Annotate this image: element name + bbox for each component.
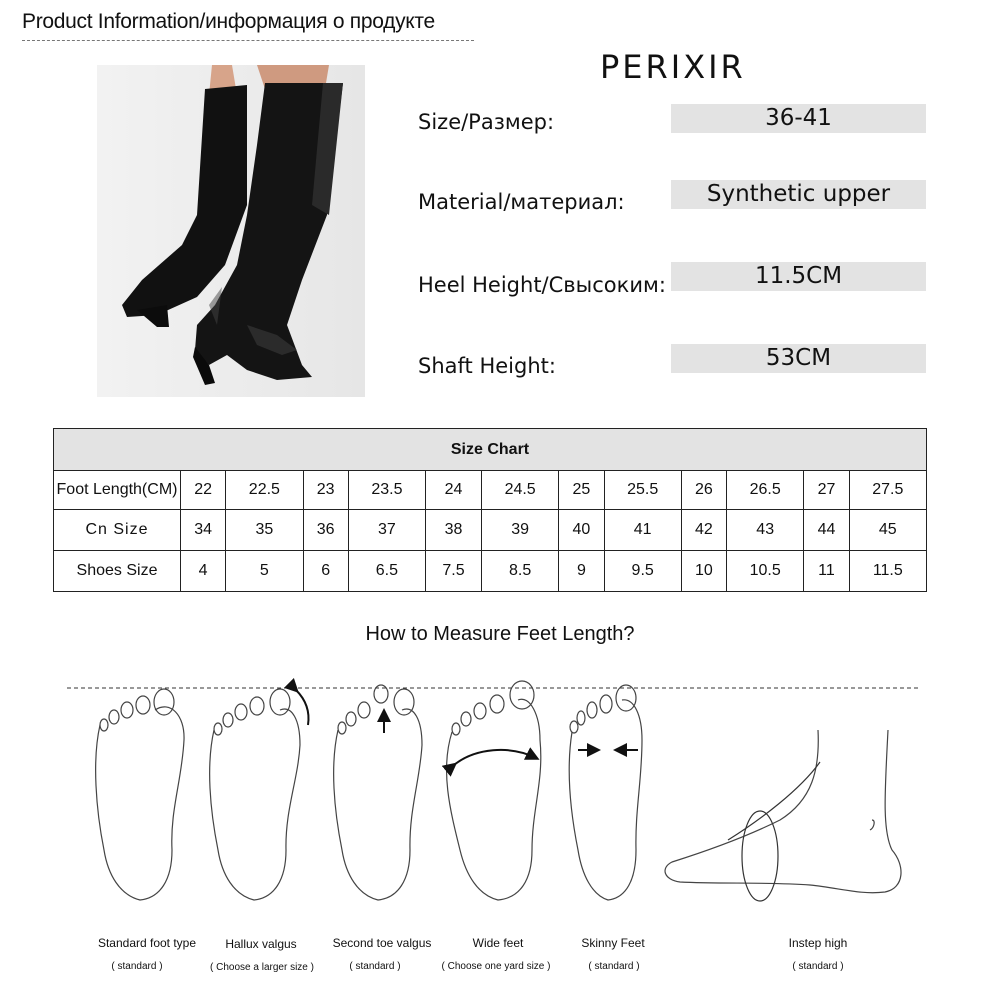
- table-cell: 40: [559, 510, 604, 551]
- brand-name: PERIXIR: [600, 48, 746, 86]
- table-cell: 26.5: [727, 471, 804, 510]
- spec-material-value: Synthetic upper: [671, 180, 926, 209]
- row-header: Cn Size: [54, 510, 181, 551]
- foot-standard-icon: [96, 689, 184, 900]
- table-cell: 7.5: [426, 551, 482, 592]
- table-cell: 8.5: [481, 551, 558, 592]
- table-row: [54, 510, 927, 551]
- table-cell: 23.5: [348, 471, 425, 510]
- foot-label-wide: Wide feet: [472, 936, 524, 950]
- foot-note-instep: ( standard ): [792, 961, 844, 972]
- feet-illustrations: [0, 670, 1000, 910]
- header-divider: [22, 40, 474, 41]
- table-cell: 11.5: [849, 551, 926, 592]
- foot-label-hallux: Hallux valgus: [225, 937, 297, 951]
- table-cell: 6.5: [348, 551, 425, 592]
- table-cell: 24.5: [481, 471, 558, 510]
- table-cell: 6: [303, 551, 348, 592]
- table-cell: 24: [426, 471, 482, 510]
- table-cell: 42: [681, 510, 726, 551]
- table-cell: 22: [181, 471, 226, 510]
- measure-title: How to Measure Feet Length?: [365, 623, 635, 645]
- spec-size-value: 36-41: [671, 104, 926, 133]
- table-cell: 27: [804, 471, 849, 510]
- spec-shaft-value: 53CM: [671, 344, 926, 373]
- row-header: Shoes Size: [54, 551, 181, 592]
- row-header: Foot Length(CM): [54, 471, 181, 510]
- table-cell: 35: [226, 510, 303, 551]
- foot-second-toe-icon: [334, 685, 422, 900]
- foot-label-second-toe: Second toe valgus: [332, 936, 432, 950]
- foot-note-hallux: ( Choose a larger size ): [210, 962, 314, 973]
- foot-label-instep: Instep high: [788, 936, 848, 950]
- table-cell: 5: [226, 551, 303, 592]
- table-cell: 10.5: [727, 551, 804, 592]
- table-cell: 9: [559, 551, 604, 592]
- foot-instep-icon: [665, 730, 901, 901]
- table-row: [54, 551, 927, 592]
- table-cell: 43: [727, 510, 804, 551]
- table-cell: 23: [303, 471, 348, 510]
- table-row: [54, 471, 927, 510]
- table-cell: 26: [681, 471, 726, 510]
- foot-wide-icon: [447, 681, 541, 900]
- spec-size-label: Size/Размер:: [418, 110, 555, 134]
- table-cell: 38: [426, 510, 482, 551]
- table-cell: 44: [804, 510, 849, 551]
- size-chart-table: [53, 428, 927, 592]
- table-cell: 36: [303, 510, 348, 551]
- table-cell: 39: [481, 510, 558, 551]
- product-photo: [97, 65, 365, 397]
- table-cell: 10: [681, 551, 726, 592]
- table-cell: 45: [849, 510, 926, 551]
- table-cell: 27.5: [849, 471, 926, 510]
- foot-note-standard: ( standard ): [111, 961, 163, 972]
- size-chart-title: Size Chart: [54, 429, 927, 471]
- table-cell: 34: [181, 510, 226, 551]
- table-cell: 4: [181, 551, 226, 592]
- spec-heel-label: Heel Height/Свысоким:: [418, 273, 666, 297]
- foot-note-skinny: ( standard ): [588, 961, 640, 972]
- table-cell: 25.5: [604, 471, 681, 510]
- foot-note-wide: ( Choose one yard size ): [441, 961, 551, 972]
- foot-skinny-icon: [569, 685, 642, 900]
- foot-note-second-toe: ( standard ): [349, 961, 401, 972]
- table-cell: 22.5: [226, 471, 303, 510]
- table-cell: 11: [804, 551, 849, 592]
- foot-label-skinny: Skinny Feet: [581, 936, 645, 950]
- table-cell: 25: [559, 471, 604, 510]
- foot-label-standard: Standard foot type: [97, 936, 197, 950]
- header-title: Product Information/информация о продукте: [22, 10, 435, 33]
- table-cell: 37: [348, 510, 425, 551]
- spec-shaft-label: Shaft Height:: [418, 354, 556, 378]
- foot-hallux-icon: [210, 689, 309, 900]
- spec-material-label: Material/материал:: [418, 190, 625, 214]
- table-cell: 41: [604, 510, 681, 551]
- spec-heel-value: 11.5CM: [671, 262, 926, 291]
- table-cell: 9.5: [604, 551, 681, 592]
